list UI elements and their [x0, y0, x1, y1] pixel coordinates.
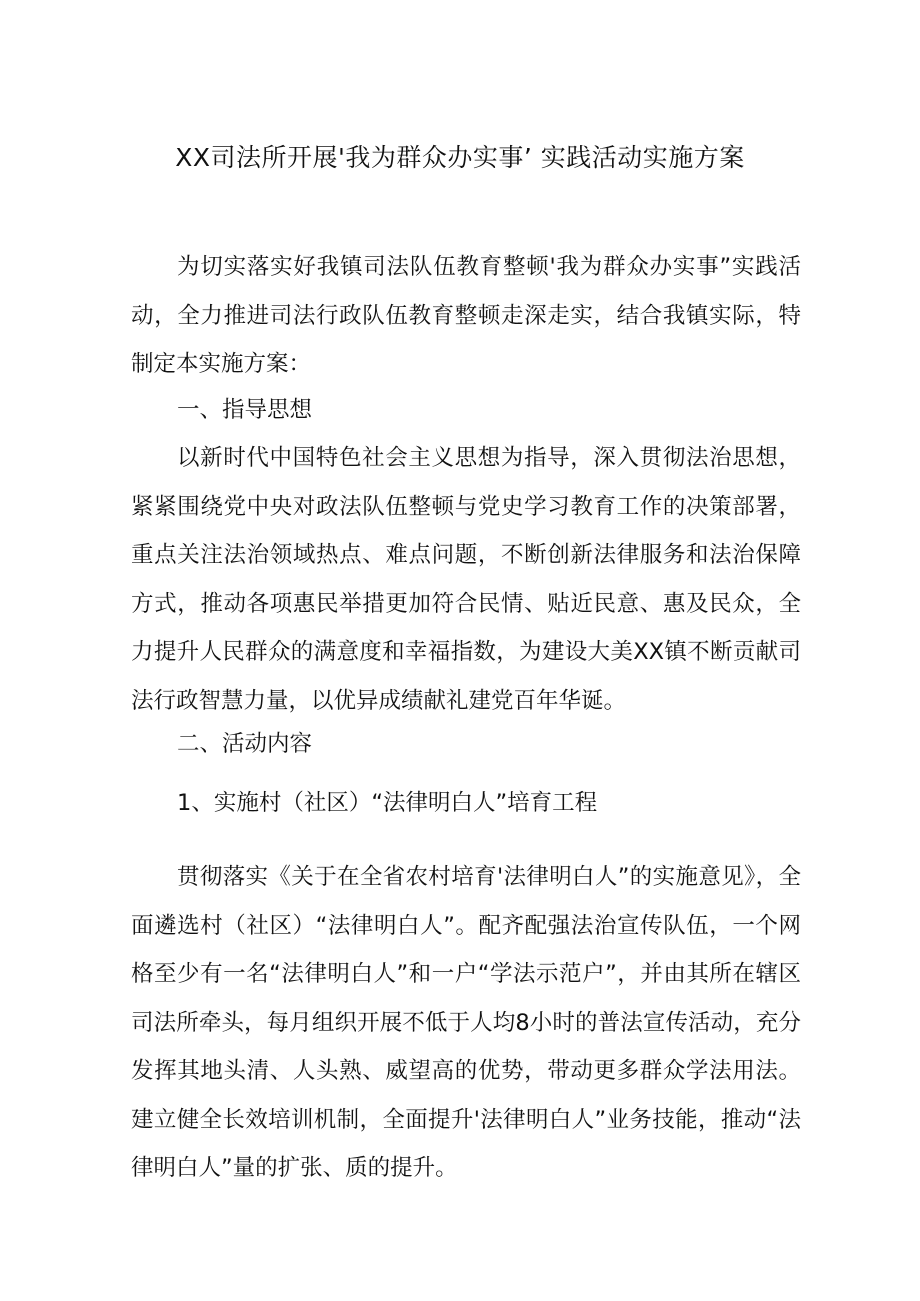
legal-literate-person-paragraph: 贯彻落实《关于在全省农村培育'法律明白人”的实施意见》，全面遴选村（社区）“法律明白人”。配齐配强法治宣传队伍，一个网格至少有一名“法律明白人”和一户“学法示范户”，并由其所在辖区司法所牵头，每月组织开展不低于人均8小时的普法宣传活动，充分发挥其地头清、人头熟、威望高的优势，带动更多群众学法用法。建立健全长效培训机制，全面提升'法律明白人”业务技能，推动“法律明白人”量的扩张、质的提升。 [131, 864, 801, 1181]
subsection-heading-legal-literate-person: 1、实施村（社区）“法律明白人”培育工程 [177, 790, 598, 816]
document-title: XX司法所开展'我为群众办实事’ 实践活动实施方案 [175, 143, 745, 172]
section-heading-activity-content: 二、活动内容 [177, 731, 313, 757]
section-heading-guiding-ideology: 一、指导思想 [177, 397, 313, 423]
guiding-ideology-paragraph: 以新时代中国特色社会主义思想为指导，深入贯彻法治思想，紧紧围绕党中央对政法队伍整顿与党史学习教育工作的决策部署，重点关注法治领域热点、难点问题，不断创新法律服务和法治保障方式，推动各项惠民举措更加符合民情、贴近民意、惠及民众，全力提升人民群众的满意度和幸福指数，为建设大美XX镇不断贡献司法行政智慧力量，以优异成绩献礼建党百年华诞。 [131, 445, 801, 714]
intro-paragraph: 为切实落实好我镇司法队伍教育整顿'我为群众办实事”实践活动，全力推进司法行政队伍教育整顿走深走实，结合我镇实际，特制定本实施方案： [131, 254, 801, 377]
